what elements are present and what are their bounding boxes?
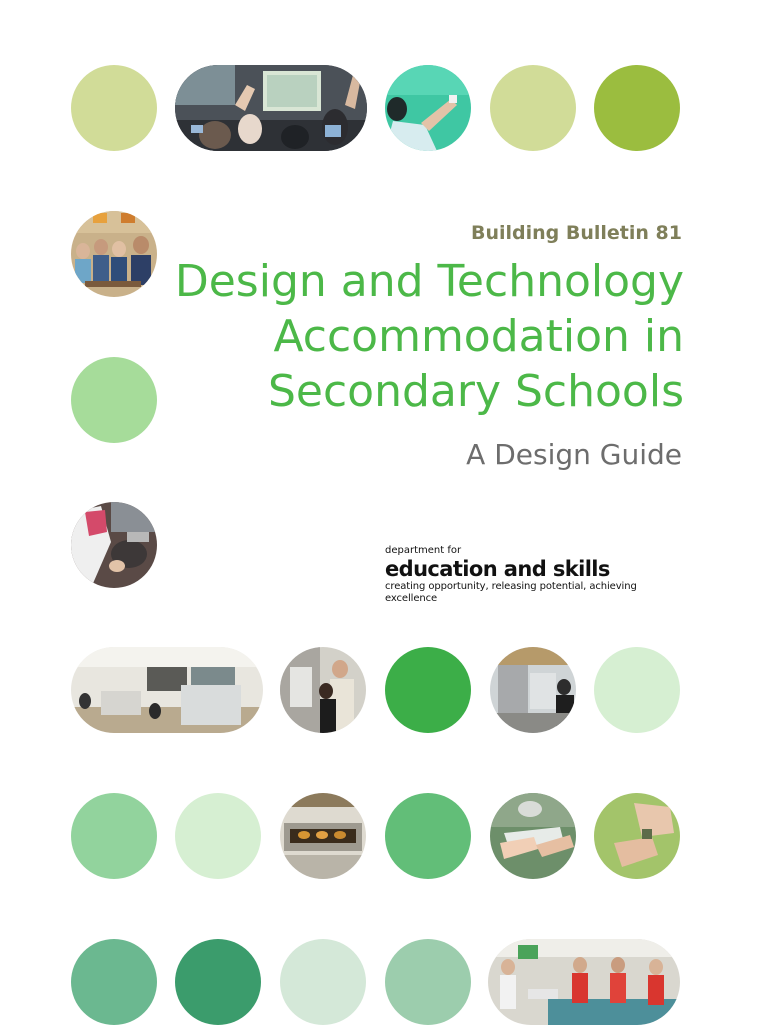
series-label: Building Bulletin 81 <box>471 222 682 244</box>
decor-circle-light-green <box>71 357 157 443</box>
publisher-tagline: creating opportunity, releasing potential, achieving excellence <box>385 581 637 604</box>
document-subtitle: A Design Guide <box>466 438 682 471</box>
decor-circle-pale-green <box>175 793 261 879</box>
title-line-1: Design and Technology <box>174 256 684 307</box>
publisher-logo <box>385 545 685 605</box>
decor-circle-sage <box>385 939 471 1025</box>
title-line-3: Secondary Schools <box>267 366 684 417</box>
decor-circle-bright-green <box>385 647 471 733</box>
classroom-photo <box>175 65 367 151</box>
food-oven-photo <box>280 793 366 879</box>
decor-circle-pale-olive <box>490 65 576 151</box>
hands-fabric-photo <box>594 793 680 879</box>
teacher-whiteboard-photo <box>385 65 471 151</box>
decor-circle-pale-green <box>594 647 680 733</box>
publisher-prefix: department for <box>385 545 462 556</box>
food-room-students-photo <box>488 939 680 1025</box>
decor-circle-medium-green <box>385 793 471 879</box>
workshop-equipment-photo <box>490 647 576 733</box>
publisher-name: education and skills <box>385 557 610 581</box>
workshop-machine-photo <box>71 502 157 588</box>
decor-circle-pale-sage <box>280 939 366 1025</box>
student-machine-photo <box>280 647 366 733</box>
title-line-2: Accommodation in <box>273 311 684 362</box>
decor-circle-deep-green <box>175 939 261 1025</box>
decor-circle-mint <box>71 793 157 879</box>
dt-room-photo <box>71 647 263 733</box>
hands-washing-photo <box>490 793 576 879</box>
decor-circle-olive <box>594 65 680 151</box>
decor-circle-pale-olive <box>71 65 157 151</box>
document-title <box>124 254 684 419</box>
decor-circle-teal-green <box>71 939 157 1025</box>
